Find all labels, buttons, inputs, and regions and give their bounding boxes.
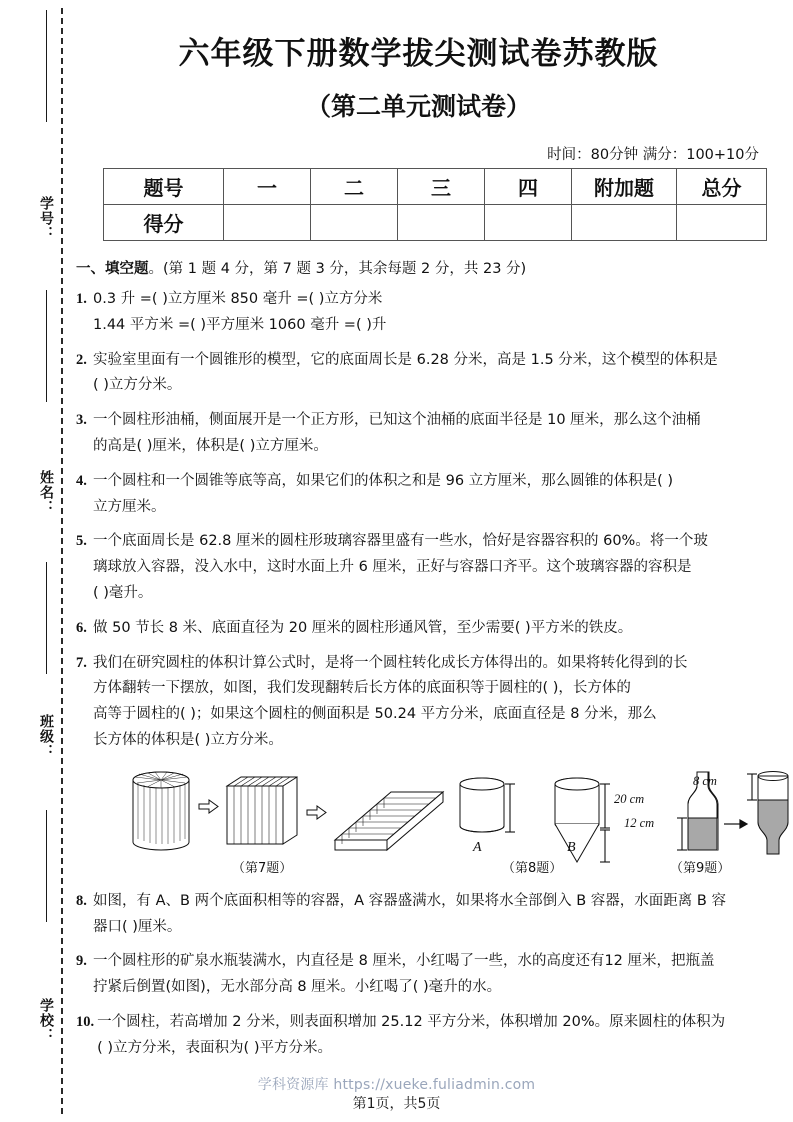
- question-6: [76, 616, 793, 642]
- question-7-line-4: 长方体的体积是( )立方分米。: [93, 731, 283, 748]
- figure-8-dim-a: 20 cm: [614, 791, 645, 806]
- question-1-line-2: 1.44 平方米 =( )平方厘米 1060 毫升 =( )升: [93, 316, 387, 333]
- question-4-body: [93, 469, 793, 521]
- question-6-line-1: 做 50 节长 8 米、底面直径为 20 厘米的圆柱形通风管，至少需要( )平方米的铁皮。: [93, 619, 633, 636]
- question-9-number: 9.: [76, 953, 87, 970]
- question-3-line-2: 的高是( )厘米，体积是( )立方厘米。: [93, 437, 328, 454]
- figure-8-label-a: A: [473, 839, 482, 855]
- question-1-body: [93, 287, 793, 339]
- question-2: [76, 348, 793, 400]
- bottle-inverted: [758, 771, 788, 854]
- score-cell-3[interactable]: [398, 205, 485, 241]
- container-a-cylinder: [460, 778, 504, 832]
- exam-meta-line: 时间：80分钟 满分：100+10分: [547, 147, 759, 163]
- score-table-col-1: 一: [224, 169, 311, 205]
- score-cell-2[interactable]: [311, 205, 398, 241]
- question-7-number: 7.: [76, 654, 87, 671]
- score-table-col-extra: 附加题: [572, 169, 677, 205]
- question-2-number: 2.: [76, 351, 87, 368]
- question-6-number: 6.: [76, 619, 87, 636]
- question-1: [76, 287, 793, 339]
- question-7-line-3: 高等于圆柱的( )；如果这个圆柱的侧面积是 50.24 平方分米，底面直径是 8 分米，那么: [93, 706, 657, 723]
- question-9-line-1: 一个圆柱形的矿泉水瓶装满水，内直径是 8 厘米，小红喝了一些，水的高度还有12 厘米，把瓶盖: [93, 953, 715, 970]
- flip-arrow: [724, 820, 747, 828]
- figure-question-9: [662, 762, 793, 867]
- transform-arrow-2: [307, 806, 326, 819]
- question-10-line-1: 一个圆柱，若高增加 2 分米，则表面积增加 25.12 平方分米，体积增加 20%。原来圆柱的体积为: [97, 1013, 726, 1030]
- score-table-col-3: 三: [398, 169, 485, 205]
- question-7-body: [93, 651, 793, 754]
- margin-label-student-id: 学号：: [38, 196, 54, 241]
- figure-7-caption: （第7题）: [232, 860, 293, 876]
- margin-label-class: 班级：: [38, 714, 54, 759]
- question-4: [76, 469, 793, 521]
- question-9-body: [93, 949, 793, 1001]
- section-header-fill-in-blanks: [76, 257, 793, 278]
- score-cell-1[interactable]: [224, 205, 311, 241]
- question-3-number: 3.: [76, 412, 87, 429]
- score-cell-total[interactable]: [677, 205, 767, 241]
- question-4-number: 4.: [76, 472, 87, 489]
- question-3-line-1: 一个圆柱形油桶，侧面展开是一个正方形，已知这个油桶的底面半径是 10 厘米，那么这个油桶: [93, 412, 701, 429]
- watermark-text: 学科资源库 https://xueke.fuliadmin.com: [257, 1077, 536, 1093]
- question-9-line-2: 拧紧后倒置(如图)，无水部分高 8 厘米。小红喝了( )毫升的水。: [93, 979, 502, 996]
- dimension-arrow-water-height: [677, 818, 687, 850]
- margin-rule-1: [46, 10, 47, 122]
- flattened-block-lying: [335, 792, 443, 850]
- question-7-line-1: 我们在研究圆柱的体积计算公式时，是将一个圆柱转化成长方体得出的。如果将转化得到的长: [93, 654, 688, 671]
- margin-label-name: 姓名：: [38, 470, 54, 515]
- figure-8-caption: （第8题）: [502, 860, 563, 876]
- dimension-arrow-a: [505, 784, 515, 832]
- score-table-col-2: 二: [311, 169, 398, 205]
- question-5-line-2: 璃球放入容器，没入水中，这时水面上升 6 厘米，正好与容器口齐平。这个玻璃容器的容积是: [93, 559, 692, 576]
- figure-8-label-b: B: [567, 839, 576, 855]
- question-5-body: [93, 529, 793, 606]
- question-2-body: [93, 348, 793, 400]
- question-5-line-1: 一个底面周长是 62.8 厘米的圆柱形玻璃容器里盛有一些水，恰好是容器容积的 60%。将一个玻: [93, 533, 708, 550]
- score-cell-extra[interactable]: [572, 205, 677, 241]
- question-2-line-1: 实验室里面有一个圆锥形的模型，它的底面周长是 6.28 分米，高是 1.5 分米，这个模型的体积是: [93, 351, 718, 368]
- question-1-line-1: 0.3 升 =( )立方厘米 850 毫升 =( )立方分米: [93, 291, 383, 307]
- question-10: [76, 1010, 793, 1062]
- question-5-number: 5.: [76, 533, 87, 550]
- margin-label-school: 学校：: [38, 998, 54, 1043]
- table-row-header: [104, 169, 767, 205]
- question-5-line-3: ( )毫升。: [93, 584, 153, 601]
- page-subtitle: （第二单元测试卷）: [305, 92, 531, 121]
- margin-rule-3: [46, 562, 47, 674]
- question-10-body: [97, 1010, 793, 1062]
- score-table-col-total: 总分: [677, 169, 767, 205]
- figure-9-dim-bottom: 12 cm: [624, 815, 655, 830]
- question-8-body: [93, 889, 793, 941]
- page-title: 六年级下册数学拔尖测试卷苏教版: [178, 36, 659, 72]
- question-4-line-2: 立方厘米。: [93, 498, 166, 515]
- dimension-arrow-b-top: [600, 784, 610, 828]
- question-10-number: 10.: [76, 1013, 95, 1030]
- question-6-body: [93, 616, 793, 642]
- question-4-line-1: 一个圆柱和一个圆锥等底等高，如果它们的体积之和是 96 立方厘米，那么圆锥的体积是( ): [93, 472, 674, 489]
- score-table: [103, 168, 767, 241]
- question-8-line-1: 如图，有 A、B 两个底面积相等的容器，A 容器盛满水，如果将水全部倒入 B 容器，水面距离 B 容: [93, 892, 726, 909]
- question-3-body: [93, 408, 793, 460]
- transform-arrow-1: [199, 800, 218, 813]
- score-cell-4[interactable]: [485, 205, 572, 241]
- question-1-number: 1.: [76, 291, 87, 307]
- question-5: [76, 529, 793, 606]
- section-instructions: 。(第 1 题 4 分，第 7 题 3 分，其余每题 2 分，共 23 分): [148, 261, 527, 277]
- dimension-arrow-air-gap: [747, 774, 757, 800]
- question-7-line-2: 方体翻转一下摆放，如图，我们发现翻转后长方体的底面积等于圆柱的( )，长方体的: [93, 680, 631, 697]
- exam-sheet: [62, 0, 793, 1122]
- score-table-rowhead-score: 得分: [104, 205, 224, 241]
- margin-rule-2: [46, 290, 47, 402]
- dimension-arrow-b-bottom: [600, 830, 610, 862]
- question-3: [76, 408, 793, 460]
- question-2-line-2: ( )立方分米。: [93, 377, 182, 394]
- table-row-scores: [104, 205, 767, 241]
- question-7: [76, 651, 793, 754]
- score-table-col-4: 四: [485, 169, 572, 205]
- question-8-number: 8.: [76, 892, 87, 909]
- figures-row: [62, 762, 793, 880]
- section-title: 一、填空题: [76, 261, 149, 277]
- left-margin-strip: [0, 0, 62, 1122]
- question-8-line-2: 器口( )厘米。: [93, 918, 182, 935]
- question-9: [76, 949, 793, 1001]
- margin-rule-4: [46, 810, 47, 922]
- container-b-cylinder-cone: [555, 778, 599, 862]
- page-number: 第1页，共5页: [352, 1096, 441, 1112]
- question-8: [76, 889, 793, 941]
- score-table-rowhead-label: 题号: [104, 169, 224, 205]
- figure-9-caption: （第9题）: [670, 860, 731, 876]
- figure-question-7: [117, 762, 447, 870]
- question-10-line-2: ( )立方分米，表面积为( )平方分米。: [97, 1039, 332, 1056]
- figure-9-dim-top: 8 cm: [693, 773, 717, 788]
